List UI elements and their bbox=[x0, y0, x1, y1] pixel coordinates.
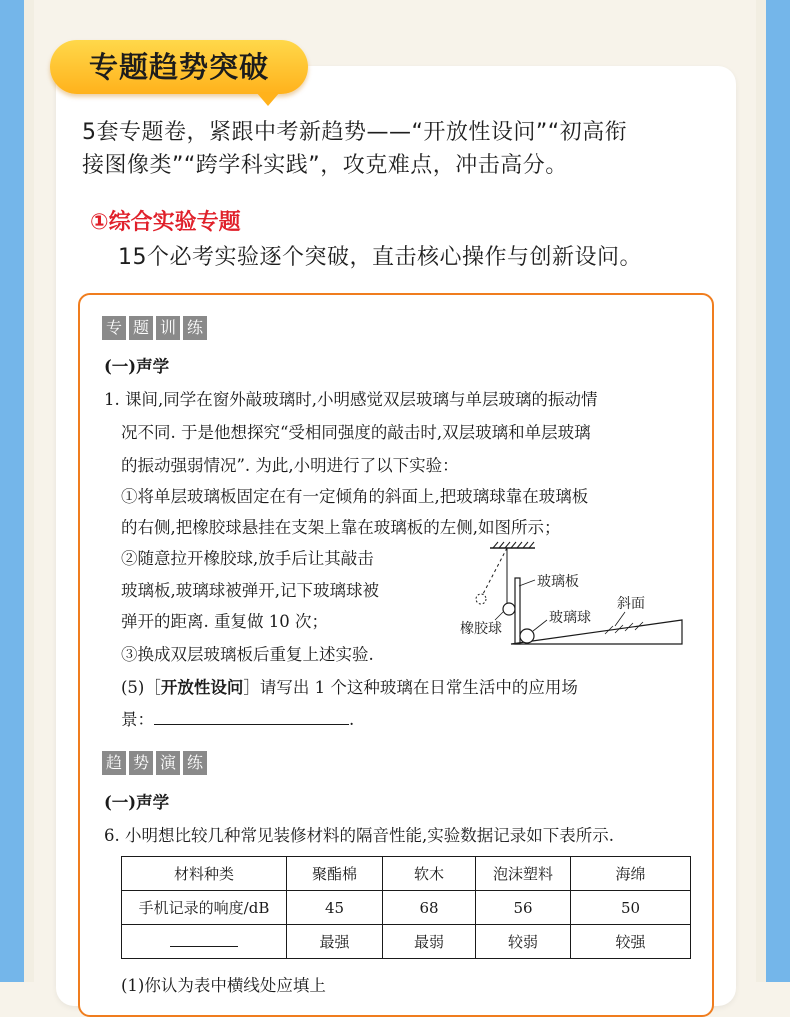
table-cell: 45 bbox=[287, 891, 383, 925]
table-cell: 较强 bbox=[571, 925, 691, 959]
topic-title: ①综合实验专题 bbox=[90, 210, 241, 235]
table-cell: 泡沫塑料 bbox=[476, 857, 571, 891]
q1-line-1: 1. 课间,同学在窗外敲玻璃时,小明感觉双层玻璃与单层玻璃的振动情 bbox=[104, 390, 598, 409]
q1-line-9: ③换成双层玻璃板后重复上述实验. bbox=[121, 645, 374, 664]
q1-line-5: 的右侧,把橡胶球悬挂在支架上靠在玻璃板的左侧,如图所示； bbox=[121, 518, 561, 537]
glass-ball bbox=[520, 629, 534, 643]
table-cell: 最强 bbox=[287, 925, 383, 959]
label-slope: 斜面 bbox=[617, 596, 645, 612]
slope bbox=[511, 620, 682, 644]
open-question-tag: 开放性设问 bbox=[160, 678, 244, 697]
q1-line-6: ②随意拉开橡胶球,放手后让其敲击 bbox=[121, 549, 374, 568]
q1-part5-text: ］请写出 1 个这种玻璃在日常生活中的应用场 bbox=[243, 678, 578, 697]
intro-line-2: 接图像类”“跨学科实践”，攻克难点，冲击高分。 bbox=[82, 153, 568, 178]
banner-title: 专题趋势突破 bbox=[88, 50, 269, 84]
support-hatch bbox=[493, 542, 534, 548]
table-cell: 手机记录的响度/dB bbox=[122, 891, 287, 925]
q1-line-4: ①将单层玻璃板固定在有一定倾角的斜面上,把玻璃球靠在玻璃板 bbox=[121, 487, 589, 506]
table-row bbox=[122, 891, 691, 925]
answer-blank[interactable] bbox=[154, 710, 349, 725]
table-answer-blank[interactable] bbox=[170, 932, 238, 947]
table-row bbox=[122, 857, 691, 891]
trend-tag-char: 势 bbox=[129, 751, 153, 775]
label-glass-ball: 玻璃球 bbox=[549, 610, 591, 626]
trend-tag bbox=[102, 751, 207, 775]
q1-line-11 bbox=[121, 706, 354, 730]
training-heading: (一)声学 bbox=[104, 357, 170, 376]
leader-plate bbox=[519, 580, 535, 586]
q1-line-2: 况不同. 于是他想探究“受相同强度的敲击时,双层玻璃和单层玻璃 bbox=[121, 423, 591, 442]
training-tag-char: 训 bbox=[156, 316, 180, 340]
q1-answer-suffix: . bbox=[349, 710, 355, 729]
left-edge-stripe bbox=[0, 0, 24, 982]
table-blank-cell[interactable] bbox=[122, 925, 287, 959]
section-banner bbox=[50, 40, 308, 94]
data-table bbox=[121, 856, 691, 959]
glass-plate bbox=[515, 578, 520, 644]
leader-ball bbox=[533, 620, 547, 631]
q1-line-10 bbox=[121, 674, 578, 698]
intro-line-1: 5套专题卷，紧跟中考新趋势——“开放性设问”“初高衔 bbox=[82, 120, 628, 145]
topic-description: 15个必考实验逐个突破，直击核心操作与创新设问。 bbox=[118, 245, 642, 270]
label-glass-plate: 玻璃板 bbox=[537, 574, 579, 590]
table-cell: 较弱 bbox=[476, 925, 571, 959]
table-cell: 68 bbox=[383, 891, 476, 925]
table-cell: 材料种类 bbox=[122, 857, 287, 891]
training-tag-char: 练 bbox=[183, 316, 207, 340]
experiment-figure bbox=[455, 538, 690, 650]
table-cell: 软木 bbox=[383, 857, 476, 891]
q1-part5-prefix: (5)［ bbox=[121, 678, 161, 697]
q1-line-8: 弹开的距离. 重复做 10 次； bbox=[121, 612, 328, 631]
leader-rubber bbox=[495, 612, 503, 620]
rubber-ball bbox=[503, 603, 515, 615]
right-edge-stripe bbox=[766, 0, 790, 982]
q6-text: 6. 小明想比较几种常见装修材料的隔音性能,实验数据记录如下表所示. bbox=[104, 826, 614, 845]
trend-tag-char: 练 bbox=[183, 751, 207, 775]
trend-heading: (一)声学 bbox=[104, 793, 170, 812]
table-cell: 聚酯棉 bbox=[287, 857, 383, 891]
table-row bbox=[122, 925, 691, 959]
training-tag bbox=[102, 316, 207, 340]
trend-tag-char: 趋 bbox=[102, 751, 126, 775]
leader-slope bbox=[615, 612, 625, 626]
trend-tag-char: 演 bbox=[156, 751, 180, 775]
swing-path bbox=[483, 548, 507, 594]
table-cell: 海绵 bbox=[571, 857, 691, 891]
training-tag-char: 题 bbox=[129, 316, 153, 340]
table-cell: 56 bbox=[476, 891, 571, 925]
q1-line-3: 的振动强弱情况”. 为此,小明进行了以下实验： bbox=[121, 456, 459, 475]
q1-answer-prefix: 景： bbox=[121, 710, 154, 729]
q1-line-7: 玻璃板,玻璃球被弹开,记下玻璃球被 bbox=[121, 581, 379, 600]
table-cell: 50 bbox=[571, 891, 691, 925]
intro-text bbox=[82, 116, 722, 182]
label-rubber-ball: 橡胶球 bbox=[460, 621, 502, 637]
table-cell: 最弱 bbox=[383, 925, 476, 959]
training-tag-char: 专 bbox=[102, 316, 126, 340]
q6-part1-cut: (1)你认为表中横线处应填上 bbox=[121, 976, 326, 995]
rubber-ball-pulled bbox=[476, 594, 486, 604]
